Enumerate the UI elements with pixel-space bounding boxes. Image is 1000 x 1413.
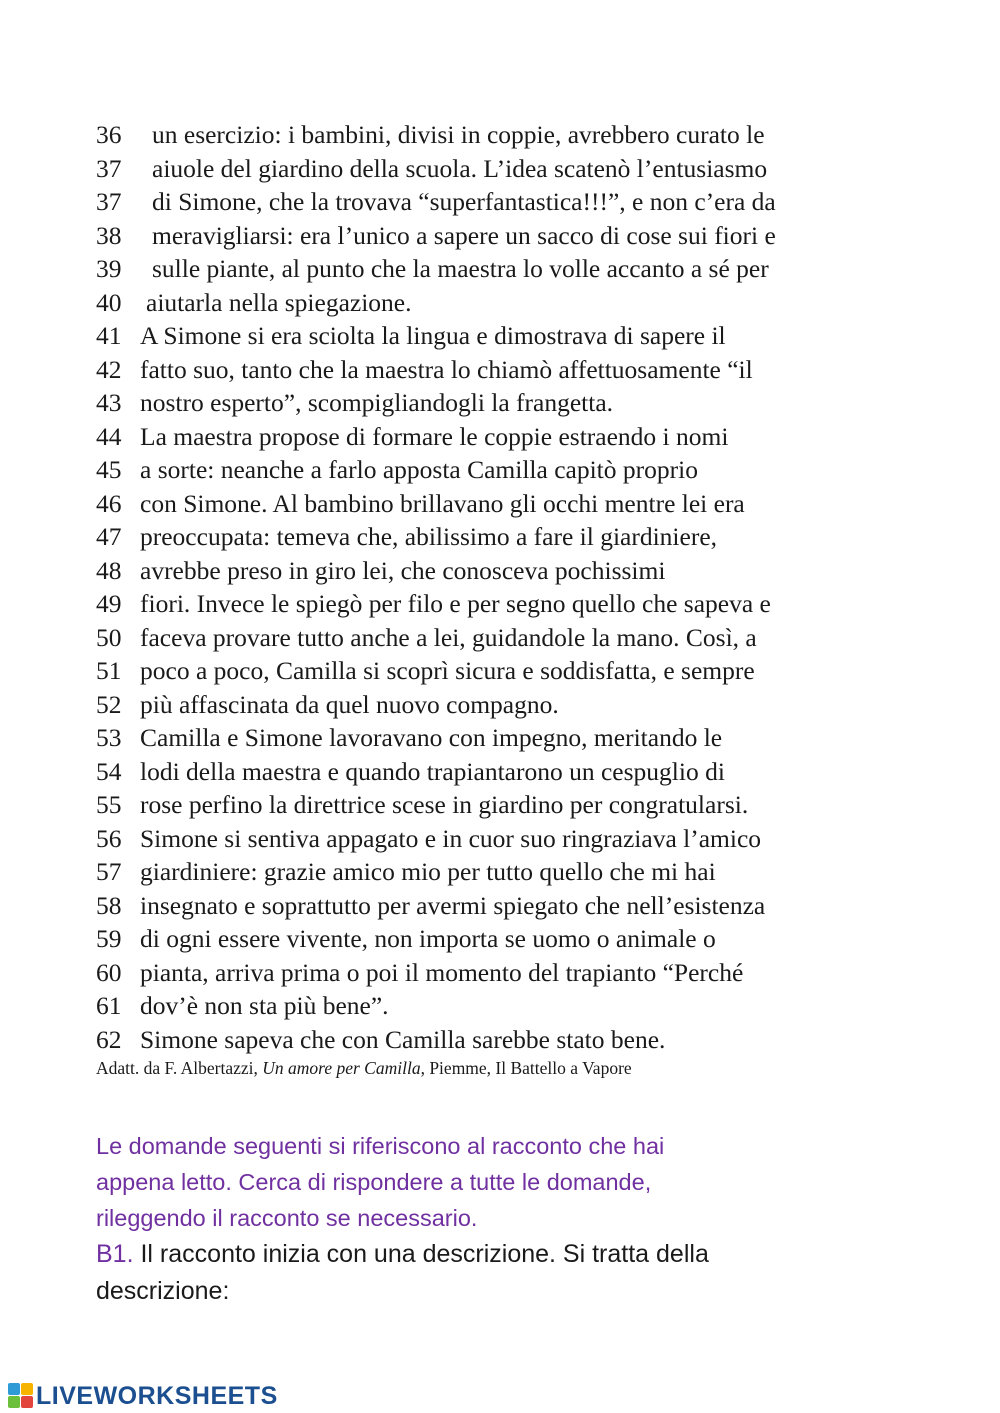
story-line — [96, 788, 976, 822]
story-line — [96, 721, 976, 755]
line-number: 46 — [96, 488, 122, 518]
story-line — [96, 319, 976, 353]
line-number: 39 — [96, 254, 122, 283]
line-text: Simone si sentiva appagato e in cuor suo ringraziava l’amico — [140, 823, 762, 853]
story-line — [96, 185, 976, 219]
story-line — [96, 286, 976, 320]
line-number: 52 — [96, 689, 122, 719]
line-text: Simone sapeva che con Camilla sarebbe stato bene. — [140, 1024, 666, 1054]
story-line — [96, 654, 976, 688]
line-number: 37 — [96, 187, 122, 216]
line-text: La maestra propose di formare le coppie estraendo i nomi — [140, 421, 729, 451]
line-number: 62 — [96, 1024, 122, 1054]
line-number: 38 — [96, 220, 122, 250]
line-text: nostro esperto”, scompigliandogli la frangetta. — [140, 388, 614, 417]
line-text: un esercizio: i bambini, divisi in coppie, avrebbero curato le — [152, 120, 765, 149]
story-line — [96, 822, 976, 856]
question-id: B1. — [96, 1240, 134, 1268]
story-line — [96, 621, 976, 655]
line-text: aiutarla nella spiegazione. — [146, 287, 412, 317]
line-text: più affascinata da quel nuovo compagno. — [140, 689, 559, 719]
line-number: 40 — [96, 287, 122, 317]
line-number: 60 — [96, 957, 122, 987]
intro-line: Le domande seguenti si riferiscono al racconto che hai — [96, 1133, 665, 1159]
line-number: 58 — [96, 890, 122, 920]
intro-line: appena letto. Cerca di rispondere a tutte le domande, — [96, 1169, 652, 1195]
story-line — [96, 386, 976, 420]
story-line — [96, 922, 976, 956]
line-text: di ogni essere vivente, non importa se uomo o animale o — [140, 924, 716, 953]
line-text: avrebbe preso in giro lei, che conosceva pochissimi — [140, 555, 666, 585]
line-number: 56 — [96, 823, 122, 853]
line-text: lodi della maestra e quando trapiantarono un cespuglio di — [140, 756, 725, 786]
line-number: 53 — [96, 723, 122, 752]
story-line — [96, 453, 976, 487]
intro-line: rileggendo il racconto se necessario. — [96, 1205, 478, 1231]
line-number: 43 — [96, 388, 122, 417]
line-text: sulle piante, al punto che la maestra lo volle accanto a sé per — [152, 254, 769, 283]
story-line — [96, 353, 976, 387]
line-number: 61 — [96, 991, 122, 1020]
questions-section — [96, 1128, 956, 1310]
story-line — [96, 587, 976, 621]
story-line — [96, 855, 976, 889]
story-line — [96, 956, 976, 990]
line-text: di Simone, che la trovava “superfantastica!!!”, e non c’era da — [152, 187, 776, 216]
line-text: rose perfino la direttrice scese in giardino per congratularsi. — [140, 790, 749, 819]
line-text: faceva provare tutto anche a lei, guidandole la mano. Così, a — [140, 622, 757, 652]
question-text-continued: descrizione: — [96, 1277, 230, 1305]
story-line — [96, 487, 976, 521]
story-line — [96, 252, 976, 286]
line-number: 51 — [96, 656, 122, 685]
story-line — [96, 1023, 976, 1057]
story-line — [96, 420, 976, 454]
line-text: aiuole del giardino della scuola. L’idea scatenò l’entusiasmo — [152, 153, 768, 183]
line-number: 37 — [96, 153, 122, 183]
credit-prefix: Adatt. da F. Albertazzi, — [96, 1058, 263, 1078]
story-line — [96, 118, 976, 152]
credit-book-title: Un amore per Camilla — [262, 1058, 421, 1078]
line-number: 57 — [96, 857, 122, 886]
line-text: A Simone si era sciolta la lingua e dimostrava di sapere il — [140, 321, 726, 350]
line-number: 49 — [96, 589, 122, 618]
line-number: 50 — [96, 622, 122, 652]
credit-suffix: , Piemme, Il Battello a Vapore — [420, 1058, 632, 1078]
story-line — [96, 152, 976, 186]
line-text: poco a poco, Camilla si scoprì sicura e soddisfatta, e sempre — [140, 656, 755, 685]
line-text: a sorte: neanche a farlo apposta Camilla capitò proprio — [140, 455, 698, 484]
line-text: con Simone. Al bambino brillavano gli occhi mentre lei era — [140, 488, 745, 518]
story-text — [96, 118, 976, 1079]
questions-intro — [96, 1128, 956, 1236]
story-line — [96, 755, 976, 789]
line-number: 41 — [96, 321, 122, 350]
line-number: 48 — [96, 555, 122, 585]
story-line — [96, 688, 976, 722]
question-text: Il racconto inizia con una descrizione. Si tratta della — [140, 1240, 709, 1268]
line-text: pianta, arriva prima o poi il momento del trapianto “Perché — [140, 957, 744, 987]
line-text: insegnato e soprattutto per avermi spiegato che nell’esistenza — [140, 890, 766, 920]
line-number: 47 — [96, 522, 122, 551]
line-number: 55 — [96, 790, 122, 819]
footer-brand[interactable] — [8, 1382, 278, 1410]
story-line — [96, 989, 976, 1023]
line-number: 42 — [96, 354, 122, 384]
story-line — [96, 219, 976, 253]
line-text: fatto suo, tanto che la maestra lo chiamò affettuosamente “il — [140, 354, 753, 384]
story-line — [96, 520, 976, 554]
line-number: 45 — [96, 455, 122, 484]
line-text: giardiniere: grazie amico mio per tutto quello che mi hai — [140, 857, 716, 886]
liveworksheets-logo-icon — [8, 1383, 34, 1409]
brand-name: LIVEWORKSHEETS — [36, 1381, 278, 1410]
line-text: meravigliarsi: era l’unico a sapere un sacco di cose sui fiori e — [152, 220, 776, 250]
source-credit — [96, 1057, 976, 1079]
line-number: 44 — [96, 421, 122, 451]
line-number: 59 — [96, 924, 122, 953]
story-line — [96, 554, 976, 588]
line-text: dov’è non sta più bene”. — [140, 991, 389, 1020]
line-number: 54 — [96, 756, 122, 786]
line-text: preoccupata: temeva che, abilissimo a fare il giardiniere, — [140, 522, 718, 551]
question-b1 — [96, 1236, 956, 1310]
line-number: 36 — [96, 120, 122, 149]
line-text: Camilla e Simone lavoravano con impegno, meritando le — [140, 723, 723, 752]
story-line — [96, 889, 976, 923]
line-text: fiori. Invece le spiegò per filo e per segno quello che sapeva e — [140, 589, 771, 618]
